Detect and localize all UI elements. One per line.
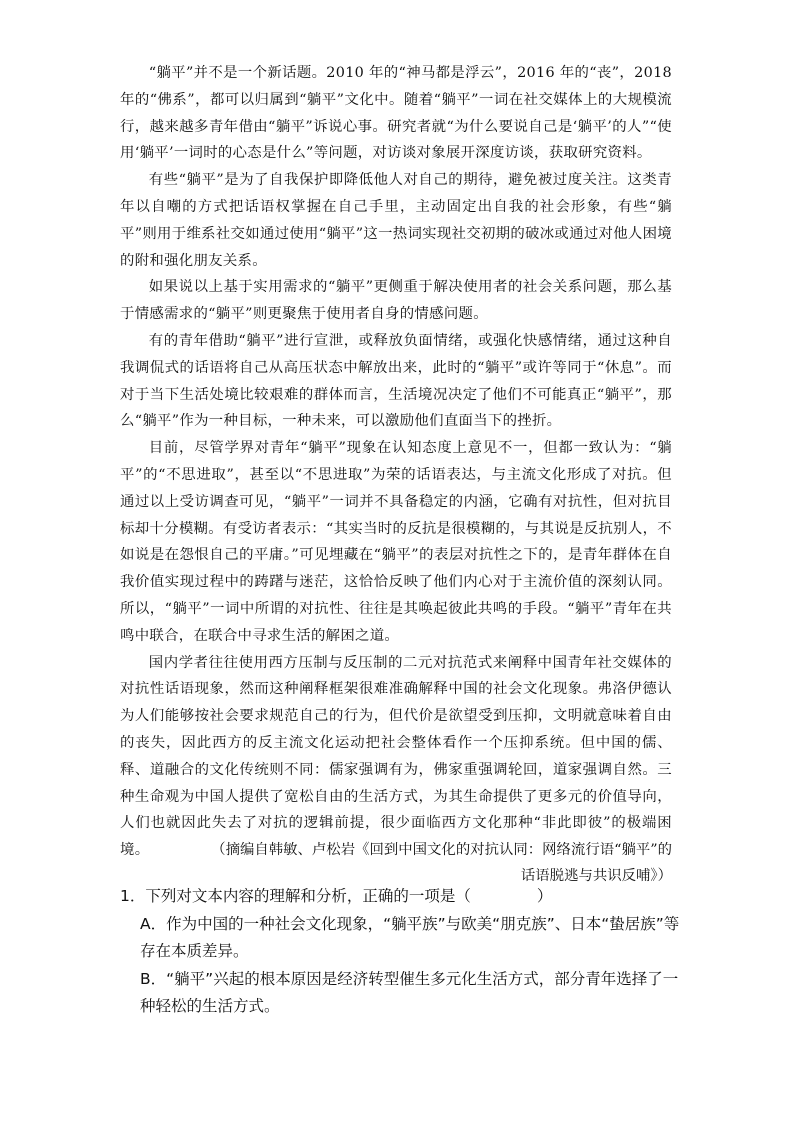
source-line-2: 话语脱逃与共识反哺》） [520,868,672,884]
paragraph-5: 目前，尽管学界对青年“躺平”现象在认知态度上意见不一，但都一致认为：“躺平”的“不思进取”，甚至以“不思进取”为荣的话语表达，与主流文化形成了对抗。但通过以上受访调查可见，“躺平”一词并不具备稳定的内涵，它确有对抗性，但对抗目标却十分模糊。有受访者表示：“其实当时的反抗是很模糊的，与其说是反抗别人，不如说是在怨恨自己的平庸。”可见埋藏在“躺平”的表层对抗性之下的，是青年群体在自我价值实现过程中的踌躇与迷茫，这恰恰反映了他们内心对于主流价值的深刻认同。所以，“躺平”一词中所谓的对抗性、往往是其唤起彼此共鸣的手段。“躺平”青年在共鸣中联合，在联合中寻求生活的解困之道。 [120,440,672,644]
question-1 [120,883,680,1021]
source-line-1: （摘编自韩敏、卢松岩《回到中国文化的对抗认同：网络流行语“躺平”的 [211,842,672,858]
paragraph-6: 国内学者往往使用西方压制与反压制的二元对抗范式来阐释中国青年社交媒体的对抗性话语现象，然而这种阐释框架很难准确解释中国的社会文化现象。弗洛伊德认为人们能够按社会要求规范自己的行为，但代价是欲望受到压抑，文明就意味着自由的丧失，因此西方的反主流文化运动把社会整体看作一个压抑系统。但中国的儒、释、道融合的文化传统则不同：儒家强调有为，佛家重强调轮回，道家强调自然。三种生命观为中国人提供了宽松自由的生活方式，为其生命提供了更多元的价值导向，人们也就因此失去了对抗的逻辑前提，很少面临西方文化那种“非此即彼”的极端困境。 [120,654,672,859]
article-text [120,60,672,864]
source-citation [120,837,672,889]
question-stem [120,883,680,911]
paragraph-1: “躺平”并不是一个新话题。2010 年的“神马都是浮云”，2016 年的“丧”，2018 年的“佛系”，都可以归属到“躺平”文化中。随着“躺平”一词在社交媒体上的大规模流行，越来越多青年借由“躺平”诉说心事。研究者就“为什么要说自己是‘躺平’的人”“使用‘躺平’一词时的心态是什么”等问题，对访谈对象展开深度访谈，获取研究资料。 [120,65,672,162]
paragraph-2: 有些“躺平”是为了自我保护即降低他人对自己的期待，避免被过度关注。这类青年以自嘲的方式把话语权掌握在自己手里，主动固定出自我的社会形象，有些“躺平”则用于维系社交如通过使用“躺平”这一热词实现社交初期的破冰或通过对他人困境的附和强化朋友关系。 [120,172,672,269]
option-b: B．“躺平”兴起的根本原因是经济转型催生多元化生活方式，部分青年选择了一种轻松的生活方式。 [140,969,679,1015]
paragraph-4: 有的青年借助“躺平”进行宣泄，或释放负面情绪，或强化快感情绪，通过这种自我调侃式的话语将自己从高压状态中解放出来，此时的“躺平”或许等同于“休息”。而对于当下生活处境比较艰难的群体而言，生活境况决定了他们不可能真正“躺平”，那么“躺平”作为一种目标，一种未来，可以激励他们直面当下的挫折。 [120,332,672,430]
question-stem-close: ） [536,887,553,905]
option-a: A．作为中国的一种社会文化现象，“躺平族”与欧美“朋克族”、日本“蛰居族”等存在本质差异。 [140,914,680,960]
question-stem-text: 1．下列对文本内容的理解和分析，正确的一项是（ [120,887,471,905]
paragraph-3: 如果说以上基于实用需求的“躺平”更侧重于解决使用者的社会关系问题，那么基于情感需求的“躺平”则更聚焦于使用者自身的情感问题。 [120,279,672,323]
